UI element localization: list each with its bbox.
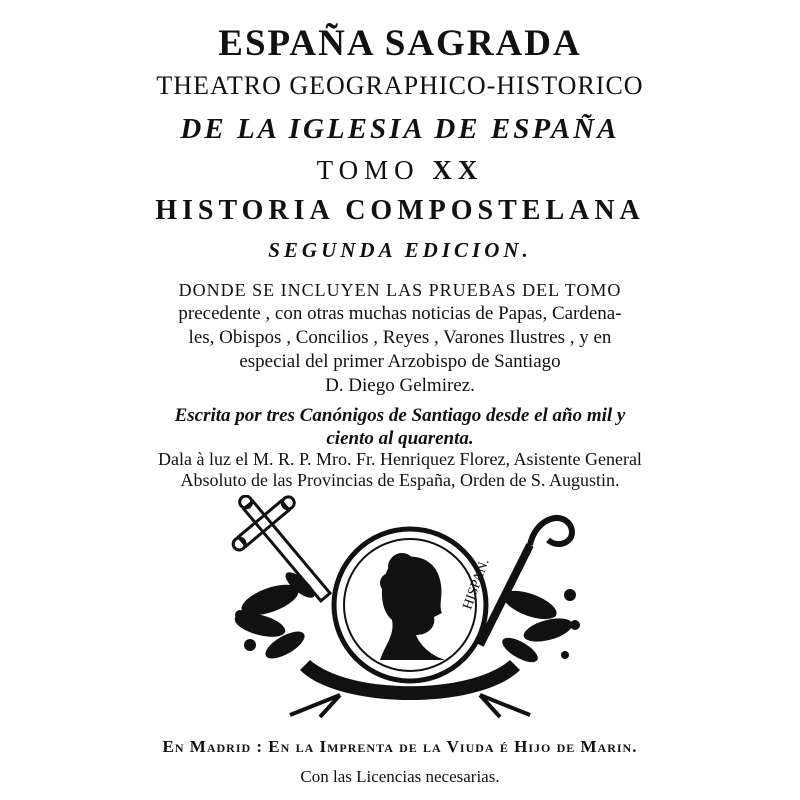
medallion-icon [334, 529, 493, 681]
description-line-4: especial del primer Arzobispo de Santiago [239, 351, 561, 372]
work-title: HISTORIA COMPOSTELANA [155, 195, 645, 226]
volume-line [0, 155, 800, 186]
church-title: DE LA IGLESIA DE ESPAÑA [180, 113, 620, 145]
description-line-5: D. Diego Gelmirez. [325, 375, 475, 396]
description-line-3: les, Obispos , Concilios , Reyes , Varones Ilustres , y en [188, 327, 612, 348]
medallion-vignette-icon [230, 495, 590, 720]
publisher-line-1: Dala à luz el M. R. P. Mro. Fr. Henriquez Florez, Asistente General [158, 449, 642, 469]
licences-line: Con las Licencias necesarias. [300, 767, 500, 786]
foliage-right-icon [499, 585, 580, 667]
subtitle: THEATRO GEOGRAPHICO-HISTORICO [156, 71, 644, 100]
authorship-line-2: ciento al quarenta. [326, 428, 474, 449]
publisher-line-2: Absoluto de las Provincias de España, Orden de S. Augustin. [180, 470, 620, 490]
description-line-2: precedente , con otras muchas noticias de Papas, Cardena- [178, 303, 622, 324]
authorship-line-1: Escrita por tres Canónigos de Santiago desde el año mil y [174, 405, 626, 426]
volume-number: XX [432, 155, 484, 185]
imprint-line: En Madrid : En la Imprenta de la Viuda é Hijo de Marin. [162, 737, 638, 756]
volume-label: TOMO [316, 155, 420, 185]
main-title: ESPAÑA SAGRADA [218, 23, 582, 64]
medallion-legend: HISPAN. [460, 556, 493, 612]
foliage-left-icon [232, 568, 318, 664]
description-line-1: DONDE SE INCLUYEN LAS PRUEBAS DEL TOMO [178, 280, 622, 300]
edition-line: SEGUNDA EDICION. [268, 238, 532, 262]
